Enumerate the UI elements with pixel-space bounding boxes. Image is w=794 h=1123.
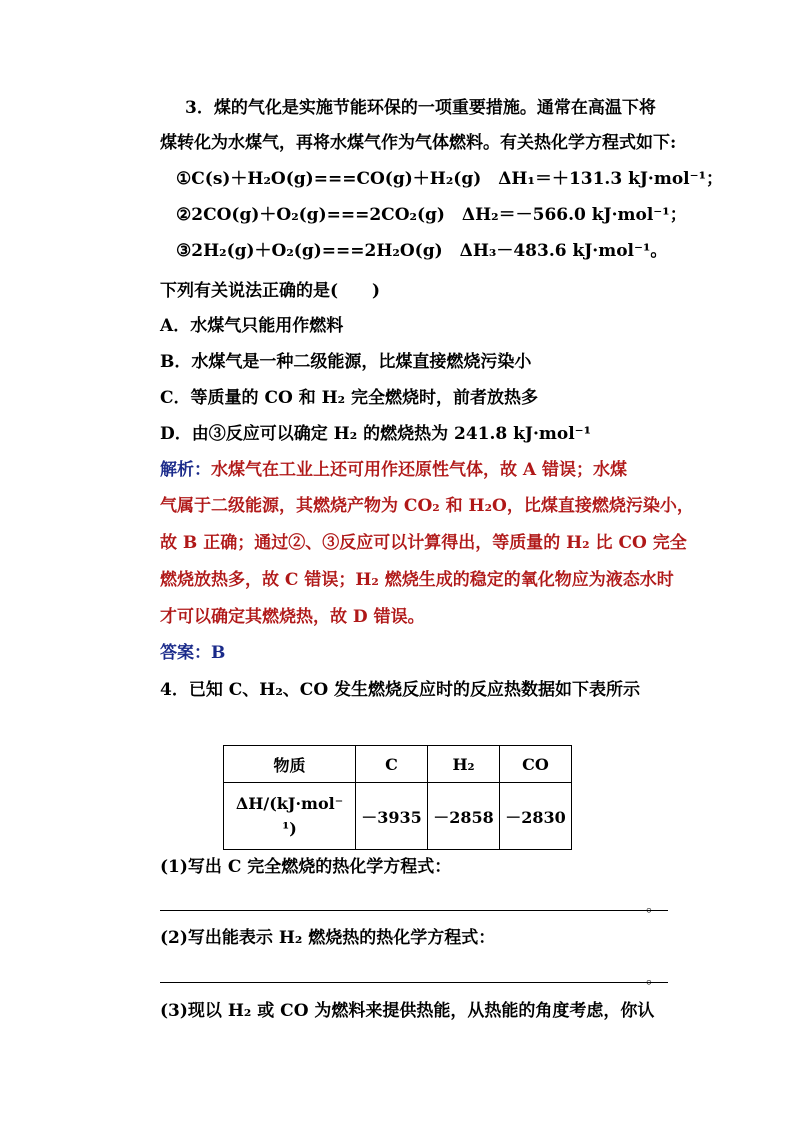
q4-sub-question-2: (2)写出能表示 H₂ 燃烧热的热化学方程式： bbox=[160, 928, 496, 948]
q3-prompt: 下列有关说法正确的是( ) bbox=[160, 281, 381, 301]
table-row bbox=[224, 783, 572, 850]
q3-equation-2: ②2CO(g)＋O₂(g)===2CO₂(g) ΔH₂＝－566.0 kJ·mol⁻¹； bbox=[176, 205, 687, 225]
q3-option-b: B．水煤气是一种二级能源，比煤直接燃烧污染小 bbox=[160, 352, 532, 372]
answer-blank-1[interactable] bbox=[160, 910, 668, 911]
table-header-cell: 物质 bbox=[224, 746, 356, 783]
q3-option-c: C．等质量的 CO 和 H₂ 完全燃烧时，前者放热多 bbox=[160, 388, 539, 408]
q4-stem: 4．已知 C、H₂、CO 发生燃烧反应时的反应热数据如下表所示 bbox=[160, 680, 641, 700]
analysis-text-1: 水煤气在工业上还可用作还原性气体，故 A 错误；水煤 bbox=[211, 460, 628, 480]
table-cell: －2858 bbox=[428, 783, 500, 850]
heat-data-table bbox=[223, 745, 572, 850]
q3-stem-line-1: 3．煤的气化是实施节能环保的一项重要措施。通常在高温下将 bbox=[185, 98, 656, 118]
answer-blank-2[interactable] bbox=[160, 982, 668, 983]
table-header-cell: H₂ bbox=[428, 746, 500, 783]
table-header-row bbox=[224, 746, 572, 783]
analysis-label: 解析： bbox=[160, 460, 211, 480]
q3-analysis-line-1 bbox=[160, 457, 627, 483]
table-row-label bbox=[224, 783, 356, 850]
q3-analysis-line-2: 气属于二级能源，其燃烧产物为 CO₂ 和 H₂O，比煤直接燃烧污染小， bbox=[160, 496, 694, 516]
table-header-cell: C bbox=[356, 746, 428, 783]
blank-2-period: 。 bbox=[646, 968, 663, 987]
q4-sub-question-3: (3)现以 H₂ 或 CO 为燃料来提供热能，从热能的角度考虑，你认 bbox=[160, 1001, 655, 1021]
q3-analysis-line-3: 故 B 正确；通过②、③反应可以计算得出，等质量的 H₂ 比 CO 完全 bbox=[160, 533, 687, 553]
q3-option-a: A．水煤气只能用作燃料 bbox=[160, 316, 344, 336]
q3-option-d: D．由③反应可以确定 H₂ 的燃烧热为 241.8 kJ·mol⁻¹ bbox=[160, 424, 592, 444]
q3-stem-line-2: 煤转化为水煤气，再将水煤气作为气体燃料。有关热化学方程式如下: bbox=[160, 133, 677, 153]
q4-sub-question-1: (1)写出 C 完全燃烧的热化学方程式： bbox=[160, 857, 452, 877]
table-cell: －3935 bbox=[356, 783, 428, 850]
answer-value: B bbox=[211, 643, 226, 663]
table-cell: －2830 bbox=[500, 783, 572, 850]
table-header-cell: CO bbox=[500, 746, 572, 783]
row-label-line-1: ΔH/(kJ·mol⁻ bbox=[235, 794, 344, 813]
q3-answer bbox=[160, 640, 225, 666]
row-label-line-2: ¹) bbox=[282, 819, 297, 838]
q3-equation-3: ③2H₂(g)＋O₂(g)===2H₂O(g) ΔH₃－483.6 kJ·mol⁻¹。 bbox=[176, 241, 668, 261]
q3-analysis-line-4: 燃烧放热多，故 C 错误；H₂ 燃烧生成的稳定的氧化物应为液态水时 bbox=[160, 570, 674, 590]
q3-analysis-line-5: 才可以确定其燃烧热，故 D 错误。 bbox=[160, 607, 425, 627]
answer-label: 答案： bbox=[160, 643, 211, 663]
blank-1-period: 。 bbox=[646, 896, 663, 915]
q3-equation-1: ①C(s)＋H₂O(g)===CO(g)＋H₂(g) ΔH₁＝＋131.3 kJ·mol⁻¹； bbox=[176, 169, 724, 189]
